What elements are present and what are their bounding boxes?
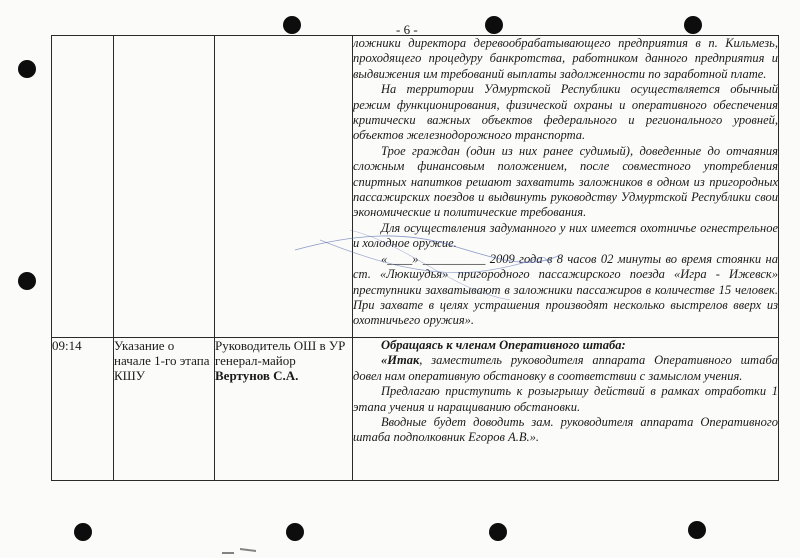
paragraph: «____» __________ 2009 года в 8 часов 02 минуты во время стоянки на ст. «Люкшудья» пригородного пассажирского поезда «Игра - Ижевск» преступники захватывают в заложники пассажиров в количестве 15 человек. При захвате в целях устрашения производят несколько выстрелов вверх из охотничьего оружия». bbox=[353, 251, 778, 328]
stage-cell: Указание о начале 1-го этапа КШУ bbox=[114, 338, 215, 481]
speaker-name: Вертунов С.А. bbox=[215, 368, 299, 383]
binder-hole bbox=[485, 16, 503, 34]
paragraph: На территории Удмуртской Республики осуществляется обычный режим функционирования, физической охраны и оперативного обеспечения критически важных объектов федерального и регионального уровней, объектов железнодорожного транспорта. bbox=[353, 82, 778, 143]
paragraph: ложники директора деревообрабатывающего предприятия в п. Кильмезь, проходящего процедуру банкротства, работником данного предприятия и выдвижения им требований выплаты задолженности по заработной плате. bbox=[353, 36, 778, 81]
paragraph: Вводные будет доводить зам. руководителя аппарата Оперативного штаба подполковник Егоров А.В.». bbox=[353, 415, 778, 445]
paragraph: Трое граждан (один из них ранее судимый), доведенные до отчаяния сложным финансовым положением, после совместного употребления спиртных напитков решают захватить заложников в одном из пригородных пассажирских поездов и выдвинуть руководству Удмуртской Республики свои экономические и политические требования. bbox=[353, 143, 778, 220]
binder-hole bbox=[74, 523, 92, 541]
content-cell bbox=[353, 338, 779, 481]
binder-hole bbox=[283, 16, 301, 34]
time-cell: 09:14 bbox=[52, 338, 114, 481]
speaker-cell bbox=[215, 36, 353, 338]
stray-mark bbox=[220, 545, 260, 555]
speaker-cell bbox=[215, 338, 353, 481]
binder-hole bbox=[18, 272, 36, 290]
content-cell bbox=[353, 36, 779, 338]
stage-cell bbox=[114, 36, 215, 338]
time-cell bbox=[52, 36, 114, 338]
paragraph: Предлагаю приступить к розыгрышу действий в рамках отработки 1 этапа учения и наращиванию обстановки. bbox=[353, 384, 778, 414]
table-row bbox=[52, 36, 779, 338]
page-number: - 6 - bbox=[396, 22, 418, 37]
paragraph bbox=[353, 353, 778, 384]
paragraph: Для осуществления задуманного у них имеется охотничье огнестрельное и холодное оружие. bbox=[353, 220, 778, 251]
content-heading: Обращаясь к членам Оперативного штаба: bbox=[381, 338, 626, 352]
binder-hole bbox=[688, 521, 706, 539]
binder-hole bbox=[684, 16, 702, 34]
speaker-role: Руководитель ОШ в УР генерал-майор bbox=[215, 338, 346, 368]
table-row bbox=[52, 338, 779, 481]
scenario-table bbox=[51, 35, 779, 481]
lead-bold: «Итак bbox=[381, 353, 420, 368]
lead-rest: , заместитель руководителя аппарата Оперативного штаба довел нам оперативную обстановку в соответствии с замыслом учения. bbox=[353, 353, 778, 383]
binder-hole bbox=[489, 523, 507, 541]
binder-hole bbox=[286, 523, 304, 541]
binder-hole bbox=[18, 60, 36, 78]
